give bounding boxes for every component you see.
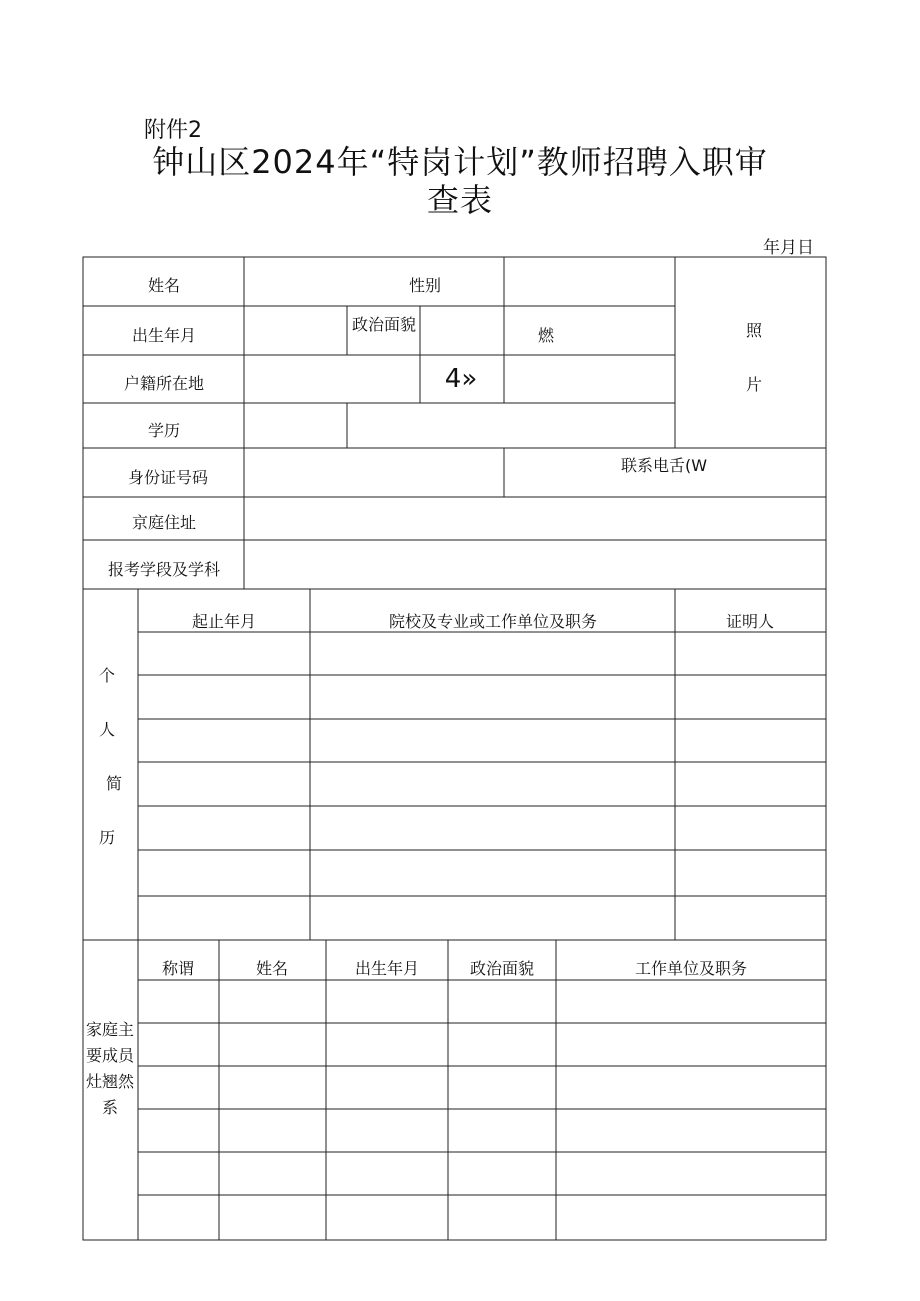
ethnic-label: 燃 xyxy=(537,326,555,345)
idcard-label: 身份证号码 xyxy=(127,468,209,487)
family-label-1: 家庭主 xyxy=(85,1020,135,1039)
resume-label-3: 简 xyxy=(105,774,123,793)
family-header-birth: 出生年月 xyxy=(354,959,420,978)
name-label: 姓名 xyxy=(147,276,181,295)
gender-label: 性别 xyxy=(408,276,442,295)
resume-header-period: 起止年月 xyxy=(191,612,257,631)
family-header-relation: 称谓 xyxy=(161,959,195,978)
family-label-4: 系 xyxy=(101,1098,119,1117)
photo-label-1: 照 xyxy=(745,321,763,340)
phone-label: 联系电舌(W xyxy=(620,456,708,475)
family-header-name: 姓名 xyxy=(255,959,289,978)
address-label: 京庭住址 xyxy=(131,513,197,532)
birth-label: 出生年月 xyxy=(131,326,197,345)
family-label-2: 要成员 xyxy=(85,1046,135,1065)
resume-label-2: 人 xyxy=(98,720,116,739)
resume-header-witness: 证明人 xyxy=(725,612,775,631)
resume-label-4: 历 xyxy=(98,828,116,847)
political-label: 政治面貌 xyxy=(351,315,417,334)
education-label: 学历 xyxy=(147,421,181,440)
attachment-label: 附件2 xyxy=(144,118,202,143)
page-title: 钟山区2024年“特岗计划”教师招聘入职审 xyxy=(152,143,768,181)
family-header-political: 政治面貌 xyxy=(469,959,535,978)
table-border xyxy=(83,257,826,1240)
page-title-continued: 查表 xyxy=(426,181,493,219)
subject-label: 报考学段及学科 xyxy=(107,560,221,579)
hukou-mark: 4» xyxy=(444,364,478,394)
family-header-workplace: 工作单位及职务 xyxy=(634,959,748,978)
date-label: 年月日 xyxy=(763,238,814,258)
photo-label-2: 片 xyxy=(745,375,763,394)
resume-label-1: 个 xyxy=(98,666,116,685)
family-label-3: 灶翘然 xyxy=(85,1072,135,1091)
resume-header-institution: 院校及专业或工作单位及职务 xyxy=(388,612,598,631)
hukou-label: 户籍所在地 xyxy=(123,374,205,393)
